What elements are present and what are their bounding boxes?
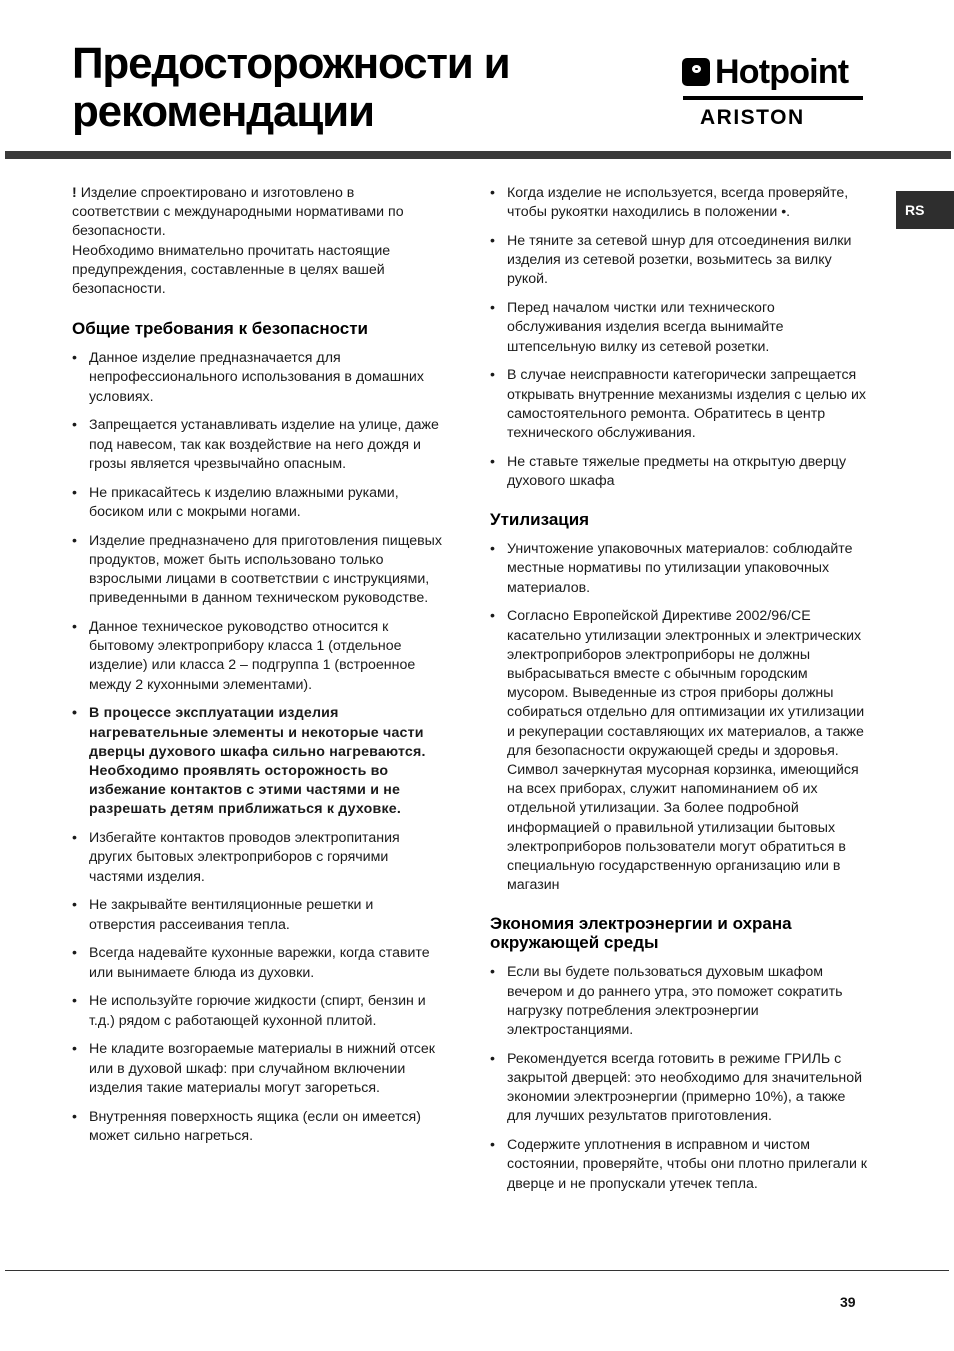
left-column: [72, 184, 442, 1165]
intro-text-1: Изделие спроектировано и изготовлено в соответствии с международными нормативами по безопасности.: [72, 185, 404, 240]
hotpoint-wordmark: [682, 52, 848, 92]
right-column: [490, 184, 870, 1213]
list-item: • Данное техническое руководство относится к бытовому электроприбору класса 1 (отдельное изделие) или класса 2 – подгруппа 1 (встроенное между 2 кухонными элементами).: [72, 618, 442, 695]
page-title: [72, 40, 510, 136]
list-item: • Перед началом чистки или технического обслуживания изделия всегда вынимайте штепсельную вилку из сетевой розетки.: [490, 299, 870, 357]
general-safety-heading: Общие требования к безопасности: [72, 319, 368, 339]
list-item: • Если вы будете пользоваться духовым шкафом вечером и до раннего утра, это поможет сократить нагрузку потребления электроэнергии электростанциями.: [490, 963, 870, 1040]
list-item: • Всегда надевайте кухонные варежки, когда ставите или вынимаете блюда из духовки.: [72, 944, 442, 982]
list-item: • Содержите уплотнения в исправном и чистом состоянии, проверяйте, чтобы они плотно прилегали к дверце и не пропускали утечек тепла.: [490, 1136, 870, 1194]
list-item: • Рекомендуется всегда готовить в режиме ГРИЛЬ с закрытой дверцей: это необходимо для значительной экономии электроэнергии (примерно 10%), а также для лучших результатов приготовления.: [490, 1050, 870, 1127]
disposal-list: [490, 540, 870, 895]
header-rule: [5, 151, 951, 159]
list-item: • Не используйте горючие жидкости (спирт, бензин и т.д.) рядом с работающей кухонной плитой.: [72, 992, 442, 1030]
list-item: • Согласно Европейской Директиве 2002/96/CE касательно утилизации электронных и электрических электроприборов электроприборы не должны выбрасываться вместе с обычным городским мусором. Выведенные из строя приборы должны собираться отдельно для оптимизации их утилизации и рекуперации составляющих их материалов, а также для безопасности окружающей среды и здоровья. Символ зачеркнутая мусорная корзинка, имеющийся на всех приборах, служит напоминанием об их отдельной утилизации. За более подробной информацией о правильной утилизации бытовых электроприборов пользователи могут обратиться в специальную государственную организацию или в магазин: [490, 607, 870, 895]
list-item: • Не тяните за сетевой шнур для отсоединения вилки изделия из сетевой розетки, возьмитесь за вилку рукой.: [490, 232, 870, 290]
logo-divider: [683, 96, 863, 100]
list-item: • Уничтожение упаковочных материалов: соблюдайте местные нормативы по утилизации упаковочных материалов.: [490, 540, 870, 598]
general-safety-list: [72, 349, 442, 1146]
list-item: • Изделие предназначено для приготовления пищевых продуктов, может быть использовано только взрослыми лицами в соответствии с инструкциями, приведенными в данном техническом руководстве.: [72, 532, 442, 609]
list-item: • Запрещается устанавливать изделие на улице, даже под навесом, так как воздействие на него дождя и грозы является чрезвычайно опасным.: [72, 416, 442, 474]
language-tab: RS: [896, 191, 954, 229]
list-item: • Не закрывайте вентиляционные решетки и отверстия рассеивания тепла.: [72, 896, 442, 934]
list-item: • Не ставьте тяжелые предметы на открытую дверцу духового шкафа: [490, 453, 870, 491]
intro-paragraph-2: Необходимо внимательно прочитать настоящие предупреждения, составленные в целях вашей безопасности.: [72, 242, 391, 298]
list-item: • Когда изделие не используется, всегда проверяйте, чтобы рукоятки находились в положении •.: [490, 184, 870, 222]
brand-logo: [682, 52, 864, 132]
hotpoint-wordmark-text: Hotpoint: [715, 53, 849, 91]
warning-mark: !: [72, 185, 77, 201]
list-item: • В случае неисправности категорически запрещается открывать внутренние механизмы изделия с целью их самостоятельного ремонта. Обратитесь в центр технического обслуживания.: [490, 366, 870, 443]
footer-rule: [5, 1270, 949, 1271]
page-title-line-2: рекомендации: [72, 87, 374, 136]
ariston-wordmark: ARISTON: [700, 106, 805, 129]
list-item: • Внутренняя поверхность ящика (если он имеется) может сильно нагреться.: [72, 1108, 442, 1146]
energy-list: [490, 963, 870, 1193]
list-item-warning: • В процессе эксплуатации изделия нагревательные элементы и некоторые части дверцы духового шкафа сильно нагреваются. Необходимо проявлять осторожность во избежание контактов с этими частями и не разрешать детям приближаться к духовке.: [72, 704, 442, 819]
disposal-heading: Утилизация: [490, 510, 590, 530]
intro-paragraph-1: [72, 184, 442, 242]
list-item: • Избегайте контактов проводов электропитания других бытовых электроприборов с горячими частями изделия.: [72, 829, 442, 887]
list-item: • Данное изделие предназначается для непрофессионального использования в домашних условиях.: [72, 349, 442, 407]
hotpoint-logo-icon: [682, 58, 710, 86]
intro-block: [72, 184, 442, 299]
list-item: • Не прикасайтесь к изделию влажными руками, босиком или с мокрыми ногами.: [72, 484, 442, 522]
list-item: • Не кладите возгораемые материалы в нижний отсек или в духовой шкаф: при случайном включении изделия такие материалы могут загореться.: [72, 1040, 442, 1098]
page-title-line-1: Предосторожности и: [72, 39, 510, 88]
energy-heading: Экономия электроэнергии и охрана окружающей среды: [490, 914, 792, 953]
page-number: 39: [840, 1294, 856, 1310]
general-safety-list-continued: [490, 184, 870, 491]
